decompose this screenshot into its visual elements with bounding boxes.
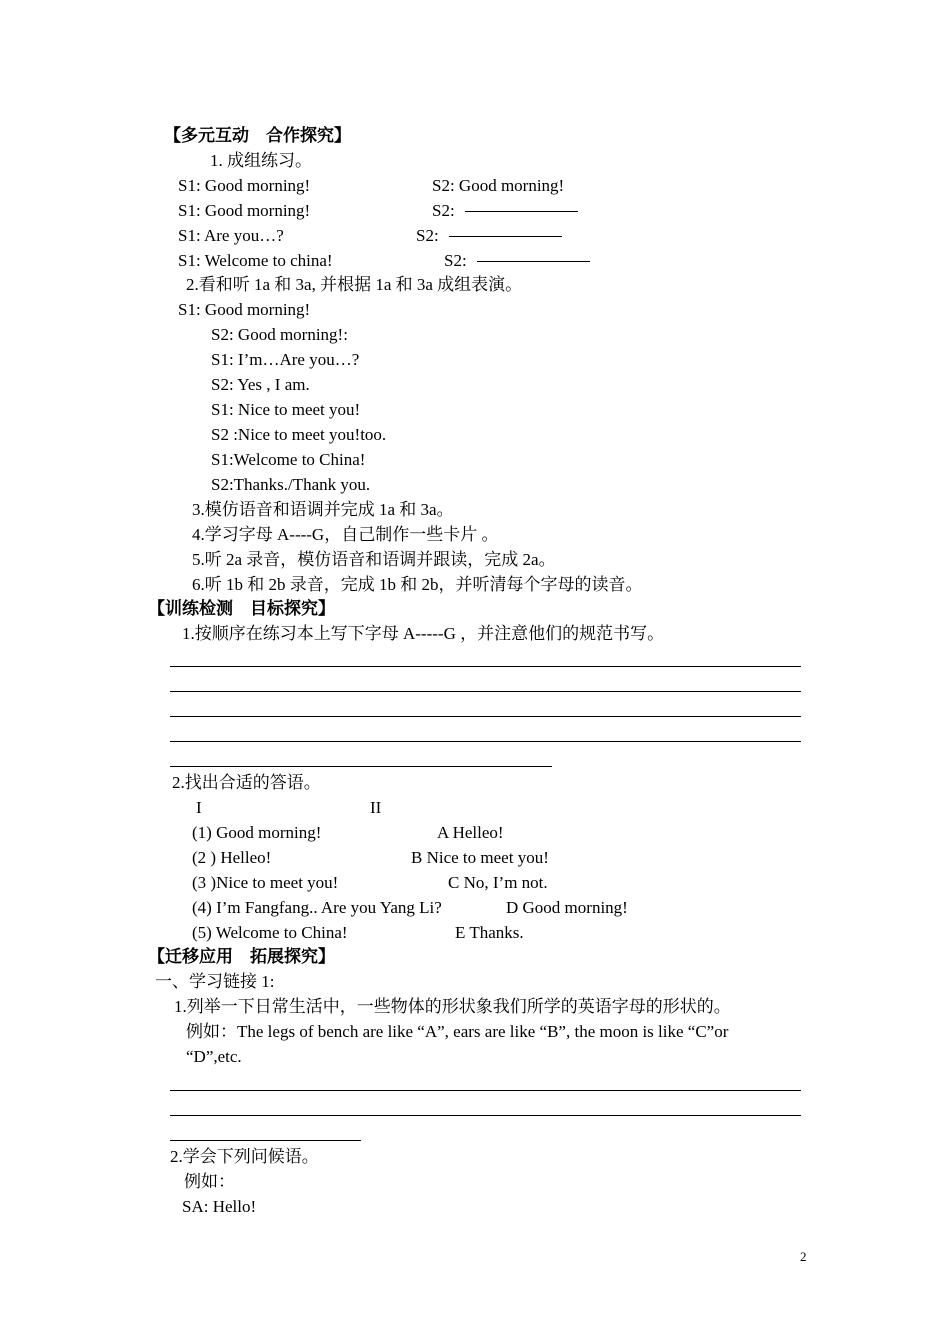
learning-link-1: 一、学习链接 1: [155, 972, 275, 991]
match-question: (1) Good morning! [192, 823, 322, 842]
example-line-2: “D”,etc. [186, 1047, 242, 1066]
writing-line [170, 766, 552, 767]
application-item-2: 2.学会下列问候语。 [170, 1147, 319, 1166]
item-2-title: 2.看和听 1a 和 3a, 并根据 1a 和 3a 成组表演。 [186, 275, 523, 294]
training-item-1: 1.按顺序在练习本上写下字母 A-----G ，并注意他们的规范书写。 [182, 624, 665, 643]
dialogue-line: S2:Thanks./Thank you. [211, 475, 371, 494]
answer-blank [477, 261, 590, 262]
pair-2-s2 [432, 200, 578, 222]
pair-4-s2 [444, 250, 590, 272]
item-6: 6.听 1b 和 2b 录音，完成 1b 和 2b，并听清每个字母的读音。 [192, 575, 643, 594]
section-heading-training: 【训练检测 目标探究】 [148, 599, 335, 618]
answer-blank [449, 236, 562, 237]
item-5: 5.听 2a 录音，模仿语音和语调并跟读，完成 2a。 [192, 550, 556, 569]
pair-1-s1: S1: Good morning! [178, 176, 311, 195]
writing-line [170, 666, 801, 667]
dialogue-line: S2 :Nice to meet you!too. [211, 425, 387, 444]
match-answer: B Nice to meet you! [411, 848, 549, 867]
example-line-1: 例如：The legs of bench are like “A”, ears are like “B”, the moon is like “C”or [186, 1022, 729, 1041]
column-header-i: I [196, 798, 202, 817]
dialogue-line: S2: Good morning!: [211, 325, 348, 344]
pair-1-s2: S2: Good morning! [432, 176, 565, 195]
dialogue-line: S1: Good morning! [178, 300, 311, 319]
page-number: 2 [800, 1249, 807, 1264]
item-3: 3.模仿语音和语调并完成 1a 和 3a。 [192, 500, 454, 519]
match-answer: D Good morning! [506, 898, 628, 917]
pair-3-s2 [416, 225, 562, 247]
training-item-2: 2.找出合适的答语。 [172, 773, 321, 792]
match-question: (5) Welcome to China! [192, 923, 348, 942]
section-heading-application: 【迁移应用 拓展探究】 [148, 947, 335, 966]
pair-3-s1: S1: Are you…? [178, 226, 284, 245]
column-header-ii: II [370, 798, 382, 817]
section-heading-interaction: 【多元互动 合作探究】 [164, 126, 351, 145]
item-1-title: 1. 成组练习。 [210, 151, 312, 170]
pair-2-s2-label: S2: [432, 201, 455, 220]
writing-line [170, 691, 801, 692]
dialogue-line: S2: Yes , I am. [211, 375, 310, 394]
application-item-1: 1.列举一下日常生活中，一些物体的形状象我们所学的英语字母的形状的。 [174, 997, 731, 1016]
dialogue-line: S1: Nice to meet you! [211, 400, 361, 419]
writing-line [170, 716, 801, 717]
match-answer: A Helleo! [437, 823, 504, 842]
match-question: (2 ) Helleo! [192, 848, 272, 867]
pair-4-s1: S1: Welcome to china! [178, 251, 333, 270]
writing-line [170, 1090, 801, 1091]
pair-2-s1: S1: Good morning! [178, 201, 311, 220]
match-question: (3 )Nice to meet you! [192, 873, 339, 892]
dialogue-line: S1:Welcome to China! [211, 450, 366, 469]
writing-line [170, 1115, 801, 1116]
greeting-sa: SA: Hello! [182, 1197, 257, 1216]
writing-line [170, 1140, 361, 1141]
pair-3-s2-label: S2: [416, 226, 439, 245]
item-4: 4.学习字母 A----G，自己制作一些卡片 。 [192, 525, 499, 544]
match-answer: E Thanks. [455, 923, 524, 942]
writing-line [170, 741, 801, 742]
answer-blank [465, 211, 578, 212]
pair-4-s2-label: S2: [444, 251, 467, 270]
dialogue-line: S1: I’m…Are you…? [211, 350, 360, 369]
match-question: (4) I’m Fangfang.. Are you Yang Li? [192, 898, 442, 917]
example-label: 例如： [184, 1172, 235, 1191]
match-answer: C No, I’m not. [448, 873, 548, 892]
